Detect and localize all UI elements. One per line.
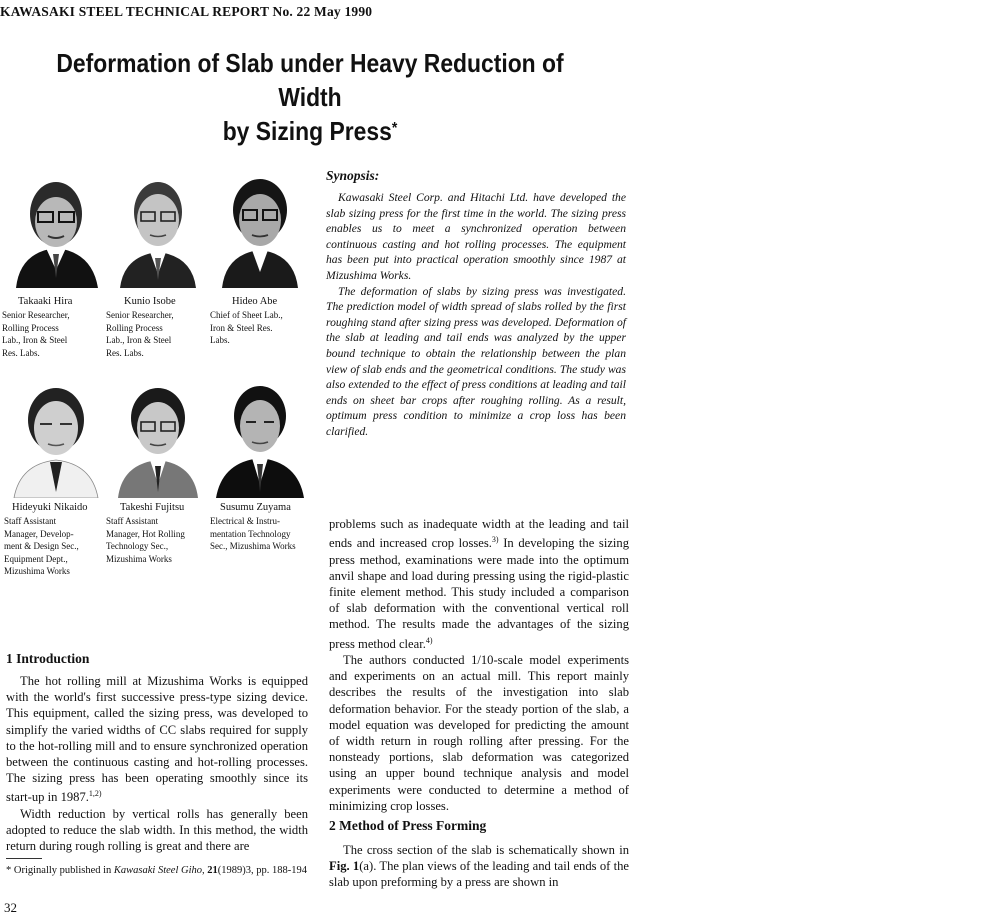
method-body: [329, 842, 629, 891]
author-affiliation: Chief of Sheet Lab., Iron & Steel Res. Labs.: [210, 310, 283, 345]
author-affiliation: Staff Assistant Manager, Develop- ment & Design Sec., Equipment Dept., Mizushima Works: [4, 516, 79, 576]
body-paragraph: The cross section of the slab is schematically shown in Fig. 1(a). The plan views of the leading and tail ends of the slab upon preforming by a press are shown in: [329, 843, 629, 890]
author-name: Takaaki Hira: [18, 296, 73, 307]
body-right-column: [329, 516, 629, 814]
author-photo-hira: [10, 170, 102, 288]
author-photo-nikaido: [10, 380, 102, 498]
section-heading-introduction: 1 Introduction: [6, 651, 90, 666]
footnote: * Originally published in Kawasaki Steel Giho, 21(1989)3, pp. 188-194: [6, 865, 307, 876]
author-photo-abe: [214, 170, 306, 288]
running-header: KAWASAKI STEEL TECHNICAL REPORT No. 22 May 1990: [0, 4, 373, 19]
title-footnote-mark: *: [391, 120, 398, 137]
author-name: Hideo Abe: [232, 296, 278, 307]
author-name: Hideyuki Nikaido: [12, 502, 88, 513]
author-affiliation: Senior Researcher, Rolling Process Lab., Iron & Steel Res. Labs.: [106, 310, 174, 358]
page-number: 32: [4, 900, 17, 915]
author-name: Takeshi Fujitsu: [120, 502, 185, 513]
author-affiliation: Staff Assistant Manager, Hot Rolling Technology Sec., Mizushima Works: [106, 516, 185, 564]
paper-title: [37, 46, 583, 148]
figure-reference: Fig. 1: [329, 859, 360, 874]
author-affiliation: Electrical & Instru- mentation Technology Sec., Mizushima Works: [210, 516, 296, 551]
author-name: Kunio Isobe: [124, 296, 176, 307]
author-affiliation: Senior Researcher, Rolling Process Lab., Iron & Steel Res. Labs.: [2, 310, 70, 358]
title-line-2: by Sizing Press*: [222, 116, 398, 146]
section-heading-method: 2 Method of Press Forming: [329, 818, 487, 833]
footnote-rule: [6, 858, 42, 859]
body-paragraph: Width reduction by vertical rolls has generally been adopted to reduce the slab width. In this method, the width return during rough rolling is great and there are: [6, 806, 308, 854]
synopsis: [326, 190, 626, 440]
introduction-body: [6, 673, 308, 854]
author-name: Susumu Zuyama: [220, 502, 291, 513]
author-photo-isobe: [112, 170, 204, 288]
synopsis-heading: Synopsis:: [326, 168, 380, 183]
title-line-1: Deformation of Slab under Heavy Reduction of Width: [56, 48, 564, 112]
author-photo-fujitsu: [112, 380, 204, 498]
author-photo-zuyama: [214, 380, 306, 498]
body-paragraph: problems such as inadequate width at the leading and tail ends and increased crop losses.$^{3)}$ In developing the sizing press method, examinations were made into the optimum anvil shape and load during pressing using the rigid-plastic finite element method. This study included a comparison of slab deformation with the conventional vertical roll method. The results made the advantages of the sizing press method clear.$^{4)}$: [329, 517, 629, 651]
body-paragraph: The authors conducted 1/10-scale model experiments and experiments on an actual mill. This report mainly describes the results of the investigation into slab deformation behavior. For the steady portion of the slab, a model equation was developed for predicting the amount of width return in rough rolling after pressing. For the nonsteady portions, slab deformation was categorized using an upper bound technique analysis and model experiments were conducted to determine a method of minimizing crop losses.: [329, 653, 629, 813]
body-paragraph: The hot rolling mill at Mizushima Works is equipped with the world's first successive press-type sizing device. This equipment, called the sizing press, was developed to simplify the varied widths of CC slabs required for supply to the hot-rolling mill and to ensure synchronized operation between the continuous casting and hot-rolling processes. The sizing press has been operating smoothly since its start-up in 1987.$^{1,2)}$: [6, 674, 308, 805]
synopsis-paragraph: Kawasaki Steel Corp. and Hitachi Ltd. have developed the slab sizing press for the first time in the world. The sizing press enables us to meet a synchronized operation between continuous casting and hot rolling processes. The equipment has been put into practical operation smoothly since 1987 at Mizushima Works.: [326, 191, 626, 282]
synopsis-paragraph: The deformation of slabs by sizing press was investigated. The prediction model of width spread of slabs rolled by the first roughing stand after sizing press was developed. Deformation of the slab at leading and tail ends was analyzed by the upper bound technique to obtain the relationship between the plan view of slab ends and the geometrical conditions. The study was also extended to the effect of press conditions at leading and tail ends on sheet bar crops after roughing rolling. As a result, optimum press condition to minimize a crop loss has been clarified.: [326, 284, 626, 438]
